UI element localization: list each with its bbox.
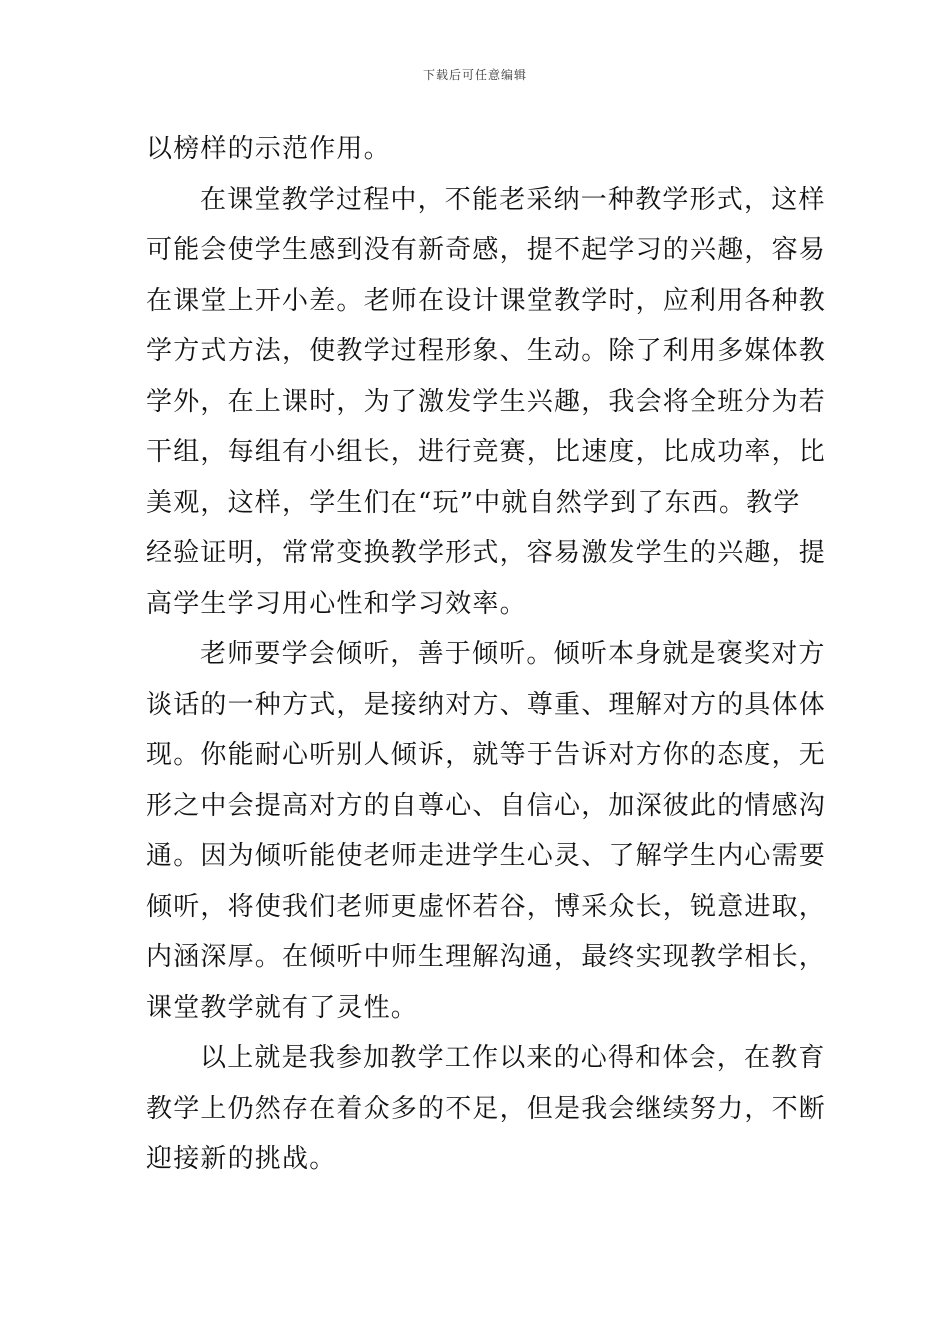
page-header: 下载后可任意编辑 bbox=[422, 68, 527, 82]
text-line: 内涵深厚。在倾听中师生理解沟通，最终实现教学相长， bbox=[146, 942, 827, 972]
document-body bbox=[146, 124, 827, 1185]
text-line: 教学上仍然存在着众多的不足，但是我会继续努力，不断 bbox=[146, 1093, 827, 1124]
text-line: 以榜样的示范作用。 bbox=[146, 134, 391, 164]
text-line: 课堂教学就有了灵性。 bbox=[146, 992, 419, 1023]
text-line: 迎接新的挑战。 bbox=[146, 1144, 337, 1174]
text-line: 形之中会提高对方的自尊心、自信心，加深彼此的情感沟 bbox=[146, 790, 827, 821]
text-line: 学外，在上课时，为了激发学生兴趣，我会将全班分为若 bbox=[146, 386, 827, 417]
text-line: 可能会使学生感到没有新奇感，提不起学习的兴趣，容易 bbox=[146, 235, 827, 265]
text-line: 美观，这样，学生们在“玩”中就自然学到了东西。教学 bbox=[146, 487, 801, 518]
text-line: 以上就是我参加教学工作以来的心得和体会，在教育 bbox=[200, 1043, 826, 1073]
paragraph bbox=[146, 175, 827, 630]
text-line: 经验证明，常常变换教学形式，容易激发学生的兴趣，提 bbox=[146, 538, 827, 568]
text-line: 高学生学习用心性和学习效率。 bbox=[146, 588, 527, 619]
text-line: 干组，每组有小组长，进行竞赛，比速度，比成功率，比 bbox=[146, 437, 827, 467]
text-line: 谈话的一种方式，是接纳对方、尊重、理解对方的具体体 bbox=[146, 689, 827, 720]
text-line: 在课堂教学过程中，不能老采纳一种教学形式，这样 bbox=[200, 184, 826, 215]
paragraph bbox=[146, 629, 827, 1033]
text-line: 学方式方法，使教学过程形象、生动。除了利用多媒体教 bbox=[146, 336, 827, 366]
text-line: 老师要学会倾听，善于倾听。倾听本身就是褒奖对方 bbox=[200, 639, 826, 669]
text-line: 通。因为倾听能使老师走进学生心灵、了解学生内心需要 bbox=[146, 841, 827, 871]
paragraph bbox=[146, 124, 808, 175]
text-line: 倾听，将使我们老师更虚怀若谷，博采众长，锐意进取， bbox=[146, 891, 827, 922]
paragraph bbox=[146, 1033, 827, 1185]
text-line: 在课堂上开小差。老师在设计课堂教学时，应利用各种教 bbox=[146, 285, 827, 316]
text-line: 现。你能耐心听别人倾诉，就等于告诉对方你的态度，无 bbox=[146, 740, 827, 770]
